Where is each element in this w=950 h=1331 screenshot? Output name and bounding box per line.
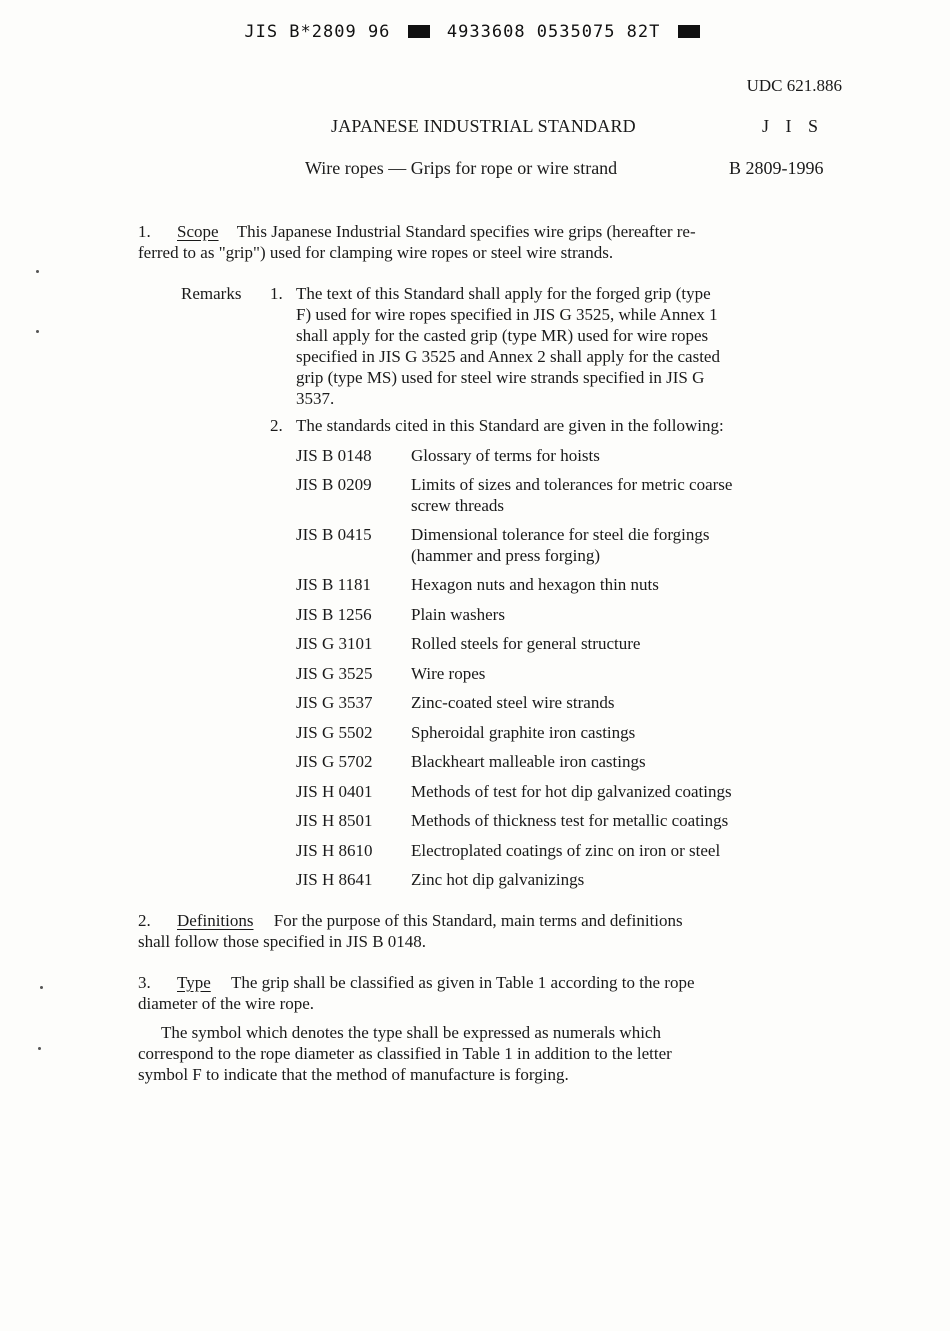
remark-1-line: specified in JIS G 3525 and Annex 2 shall apply for the casted <box>296 347 720 366</box>
type-para2-line: symbol F to indicate that the method of manufacture is forging. <box>138 1065 569 1084</box>
reference-code: JIS B 0209 <box>296 475 372 494</box>
reference-code: JIS B 0415 <box>296 525 372 544</box>
reference-code: JIS G 5702 <box>296 752 373 771</box>
remark-1-line: shall apply for the casted grip (type MR) used for wire ropes <box>296 326 709 345</box>
reference-title: Wire ropes <box>411 664 486 683</box>
reference-code: JIS B 1256 <box>296 605 372 624</box>
scope-line-1 <box>138 221 848 242</box>
standard-number: B 2809-1996 <box>729 158 824 178</box>
reference-title: Methods of test for hot dip galvanized coatings <box>411 782 732 801</box>
udc-number: UDC 621.886 <box>746 76 842 95</box>
type-text-2: diameter of the wire rope. <box>138 994 315 1013</box>
scope-number: 1. <box>138 222 151 241</box>
type-line-1 <box>138 972 848 993</box>
type-text-1: The grip shall be classified as given in Table 1 according to the rope <box>231 973 695 992</box>
remark-1-line: F) used for wire ropes specified in JIS G 3525, while Annex 1 <box>296 305 718 324</box>
remarks-label: Remarks <box>181 284 242 303</box>
scan-speck <box>40 986 43 989</box>
document-code-header <box>0 22 950 43</box>
section-definitions <box>138 910 848 952</box>
reference-title: Glossary of terms for hoists <box>411 446 600 465</box>
header-code-left: JIS B*2809 96 <box>244 22 391 42</box>
reference-code: JIS G 5502 <box>296 723 373 742</box>
reference-title: Electroplated coatings of zinc on iron or steel <box>411 841 721 860</box>
reference-title: Blackheart malleable iron castings <box>411 752 646 771</box>
header-block-mark-end <box>678 25 700 38</box>
scope-heading: Scope <box>177 222 219 241</box>
remark-1-line: The text of this Standard shall apply for the forged grip (type <box>296 284 711 303</box>
reference-title: Rolled steels for general structure <box>411 634 641 653</box>
remark-1-text <box>296 283 856 409</box>
scope-text-2: ferred to as "grip") used for clamping wire ropes or steel wire strands. <box>138 243 614 262</box>
remark-2-text: The standards cited in this Standard are given in the following: <box>296 416 724 435</box>
reference-title: Methods of thickness test for metallic coatings <box>411 811 729 830</box>
remark-2-number: 2. <box>270 416 283 435</box>
reference-code: JIS G 3525 <box>296 664 373 683</box>
section-type <box>138 972 848 1014</box>
reference-title <box>411 474 851 516</box>
reference-title-line: Dimensional tolerance for steel die forgings <box>411 525 710 544</box>
header-code-mid: 4933608 0535075 82T <box>446 22 661 42</box>
remark-1-line: grip (type MS) used for steel wire strands specified in JIS G <box>296 368 705 387</box>
standard-subtitle: Wire ropes — Grips for rope or wire strand <box>305 158 618 178</box>
type-paragraph-2 <box>138 1022 848 1085</box>
reference-title: Plain washers <box>411 605 505 624</box>
reference-code: JIS B 1181 <box>296 575 371 594</box>
standard-title: JAPANESE INDUSTRIAL STANDARD <box>331 116 636 136</box>
header-block-mark <box>408 25 430 38</box>
type-para2-line: correspond to the rope diameter as classified in Table 1 in addition to the letter <box>138 1044 672 1063</box>
scan-speck <box>36 270 39 273</box>
definitions-line-1 <box>138 910 848 931</box>
remark-1-line: 3537. <box>296 389 335 408</box>
reference-code: JIS H 8641 <box>296 870 373 889</box>
reference-code: JIS H 0401 <box>296 782 373 801</box>
remark-1-number: 1. <box>270 284 283 303</box>
reference-code: JIS H 8501 <box>296 811 373 830</box>
reference-title-line: (hammer and press forging) <box>411 546 600 565</box>
reference-title <box>411 524 851 566</box>
reference-code: JIS B 0148 <box>296 446 372 465</box>
reference-title: Hexagon nuts and hexagon thin nuts <box>411 575 659 594</box>
jis-mark: J I S <box>762 116 825 136</box>
scan-speck <box>38 1047 41 1050</box>
section-scope <box>138 221 848 263</box>
reference-title-line: Limits of sizes and tolerances for metric coarse <box>411 475 733 494</box>
reference-code: JIS G 3537 <box>296 693 373 712</box>
definitions-text-2: shall follow those specified in JIS B 0148. <box>138 932 427 951</box>
definitions-heading: Definitions <box>177 911 254 930</box>
reference-title: Spheroidal graphite iron castings <box>411 723 636 742</box>
reference-code: JIS H 8610 <box>296 841 373 860</box>
reference-code: JIS G 3101 <box>296 634 373 653</box>
type-heading: Type <box>177 973 211 992</box>
type-para2-line: The symbol which denotes the type shall be expressed as numerals which <box>161 1023 661 1042</box>
reference-title-line: screw threads <box>411 496 504 515</box>
scope-text-1: This Japanese Industrial Standard specifies wire grips (hereafter re- <box>236 222 696 241</box>
definitions-number: 2. <box>138 911 151 930</box>
reference-title: Zinc-coated steel wire strands <box>411 693 615 712</box>
reference-title: Zinc hot dip galvanizings <box>411 870 585 889</box>
type-number: 3. <box>138 973 151 992</box>
scan-speck <box>36 330 39 333</box>
definitions-text-1: For the purpose of this Standard, main terms and definitions <box>273 911 683 930</box>
